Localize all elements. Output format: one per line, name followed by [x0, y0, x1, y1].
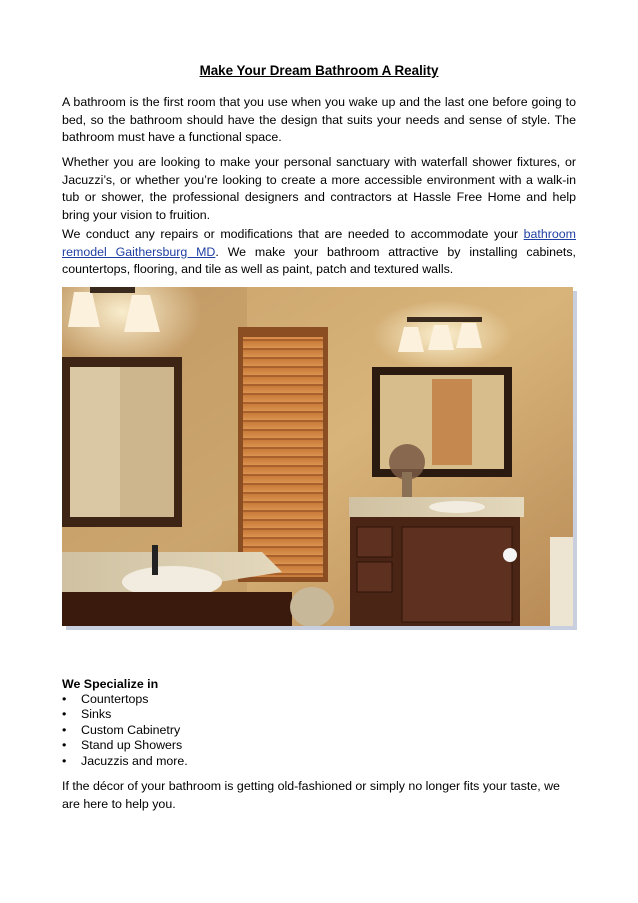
- repairs-paragraph: [62, 226, 576, 279]
- bullet-icon: •: [62, 707, 67, 722]
- closing-paragraph: If the décor of your bathroom is getting old-fashioned or simply no longer fits your taste, we are here to help you.: [62, 779, 560, 811]
- list-item-label: Sinks: [81, 707, 112, 722]
- bullet-icon: •: [62, 692, 67, 706]
- list-item-label: Custom Cabinetry: [81, 722, 181, 737]
- bullet-icon: •: [62, 738, 67, 753]
- list-item: [62, 754, 188, 769]
- intro-paragraph: A bathroom is the first room that you use when you wake up and the last one before going to bed, so the bathroom should have the design that suits your needs and sense of style. The bathroom must have a functional space.: [62, 95, 576, 145]
- bullet-icon: •: [62, 722, 67, 737]
- list-item-label: Jacuzzis and more.: [81, 753, 188, 768]
- list-item: [62, 692, 188, 707]
- list-item-label: Stand up Showers: [81, 738, 183, 753]
- bullet-icon: •: [62, 753, 67, 768]
- list-item: [62, 723, 188, 738]
- page-title: Make Your Dream Bathroom A Reality: [199, 63, 439, 78]
- repairs-text-before: We conduct any repairs or modifications that are needed to accommodate your: [62, 227, 524, 241]
- sanctuary-paragraph: Whether you are looking to make your personal sanctuary with waterfall shower fixtures, or Jacuzzi’s, or whether you’re looking to create a more accessible environment with a walk-in tub or shower, the professional designers and contractors at Hassle Free Home and help bring your vision to fruition.: [62, 155, 576, 222]
- list-item-label: Countertops: [81, 692, 149, 706]
- bathroom-photo: [62, 287, 573, 626]
- specialize-heading: We Specialize in: [62, 677, 159, 691]
- repairs-text-after: . We make your bathroom attractive by installing cabinets, countertops, flooring, and tile as well as paint, patch and textured walls.: [62, 244, 576, 277]
- list-item: [62, 738, 188, 753]
- specialize-list: [62, 692, 188, 769]
- bathroom-remodel-link[interactable]: bathroom remodel Gaithersburg MD: [62, 227, 576, 259]
- list-item: [62, 707, 188, 722]
